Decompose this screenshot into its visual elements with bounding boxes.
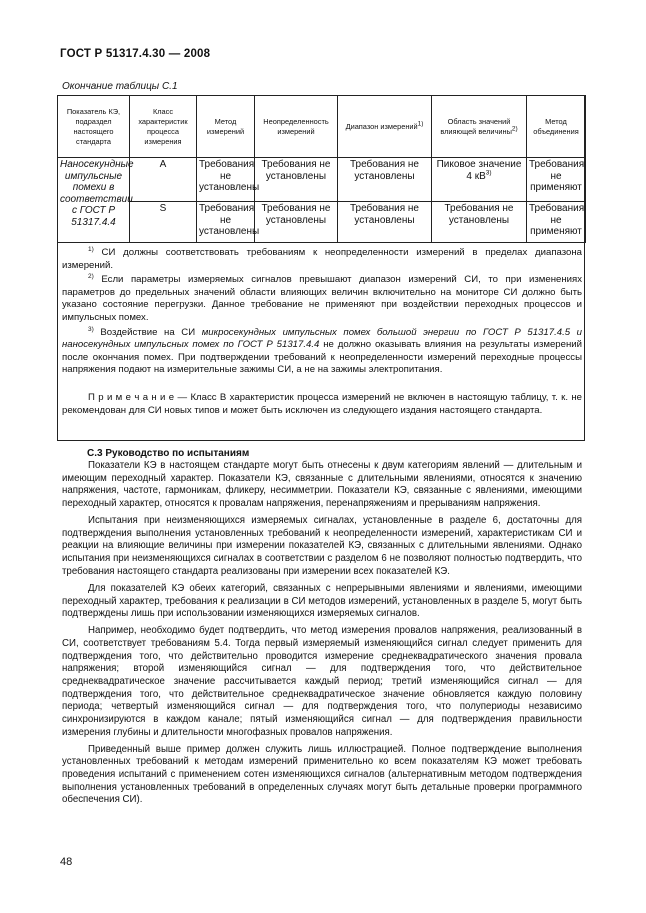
aggregation-cell: Требования не применяют	[527, 202, 586, 243]
column-header: Область значений влияющей величины$^{2)}$	[432, 96, 527, 158]
class-cell: A	[130, 158, 197, 202]
document-header: ГОСТ Р 51317.4.30 — 2008	[60, 48, 211, 60]
column-header: Неопределенность измерений	[255, 96, 338, 158]
table-notes	[62, 247, 582, 419]
table-row	[58, 202, 586, 243]
footnote-1: $^{1)}$ СИ должны соответствовать требованиям к неопределенности измерений в пределах диапазона измерений.	[62, 245, 582, 271]
range-cell: Требования не установлены	[338, 202, 432, 243]
uncertainty-cell: Требования не установлены	[255, 202, 338, 243]
section-title: С.3 Руководство по испытаниям	[87, 448, 250, 459]
table-caption: Окончание таблицы С.1	[62, 81, 178, 92]
influence-cell: Требования не установлены	[432, 202, 527, 243]
paragraph: Испытания при неизменяющихся измеряемых сигналах, установленные в разделе 6, достаточны для подтверждения выполнения установленных требований к неопределенности измерений, характеристикам СИ и реакции на влияющие величины при измерении показателей КЭ, связанных с длительными явлениями. Однако испытания при неизменяющихся сигналах в соответствии с разделом 6 не позволяют полностью подтвердить, что требования настоящего стандарта реализованы при измерении всех показателей КЭ.	[62, 515, 582, 577]
footnote-3: $^{3)}$ Воздействие на СИ микросекундных импульсных помех большой энергии по ГОСТ Р 51317.4.5 и наносекундных импульсных помех по ГОСТ Р 51317.4.4 не должно оказывать влияния на результаты измерений после окончания помех. При подтверждении требований к неопределенности измерений переходные процессы напряжения подают на измерительные зажимы СИ, а не на зажимы электропитания.	[62, 325, 582, 376]
column-header: Метод объединения	[527, 96, 586, 158]
paragraph: Для показателей КЭ обеих категорий, связанных с непрерывными явлениями и явлениями, имеющими переходный характер, требования к реализации в СИ методов измерений, установленных в разделе 5, могут быть подтверждены лишь при использовании изменяющихся измеряемых сигналов.	[62, 582, 582, 620]
paragraph: Приведенный выше пример должен служить лишь иллюстрацией. Полное подтверждение выполнения установленных требований к методам измерений применительно ко всем показателям КЭ может требовать проведения испытаний с применением сотен изменяющихся сигналов (альтернативным методом подтверждения выполнения установленных требований в определенных случаях могут быть детальные проверки программного обеспечения СИ).	[62, 743, 582, 806]
class-cell: S	[130, 202, 197, 243]
range-cell: Требования не установлены	[338, 158, 432, 202]
indicator-cell: Наносекундные импульсные помехи в соответствии с ГОСТ Р 51317.4.4	[58, 158, 130, 243]
uncertainty-cell: Требования не установлены	[255, 158, 338, 202]
paragraph: Например, необходимо будет подтвердить, что метод измерения провалов напряжения, реализованный в СИ, соответствует требованиям 5.4. Тогда первый измеряемый изменяющийся сигнал следует применить для подтверждения того, что действительно проводится измерение среднеквадратического значения провала напряжения; второй изменяющийся сигнал — для подтверждения того, что действительное среднеквадратическое значение рассчитывается каждый период; третий изменяющийся сигнал — для подтверждения того, что действительное среднеквадратическое значение обновляется каждую половину периода; четвертый изменяющийся сигнал — для подтверждения того, что полупериоды независимо синхронизируются в каждом канале; пятый изменяющийся сигнал — для подтверждения правильности измерения глубины и длительности многофазных провалов напряжения.	[62, 625, 582, 738]
method-cell: Требования не установлены	[197, 158, 255, 202]
column-header: Класс характеристик процесса измерения	[130, 96, 197, 158]
influence-cell: Пиковое значение 4 $кВ^{3)}$	[432, 158, 527, 202]
paragraph: Показатели КЭ в настоящем стандарте могут быть отнесены к двум категориям явлений — длительным и имеющим переходный характер. Показатели КЭ, связанные с длительными явлениями, относятся к значению напряжения, частоте, гармоникам, фликеру, несимметрии. Показатели КЭ, связанные с явлениями, имеющими переходный характер, относятся к провалам напряжения, перенапряжениям и прерываниям напряжения.	[62, 460, 582, 509]
requirements-table	[57, 95, 586, 243]
method-cell: Требования не установлены	[197, 202, 255, 243]
aggregation-cell: Требования не применяют	[527, 158, 586, 202]
footnote-2: $^{2)}$ Если параметры измеряемых сигналов превышают диапазон измерений СИ, то при изменениях параметров до предельных значений области влияющих величин включительно на мониторе СИ должно быть указано состояние перегрузки. Данное требование не применяют при воздействии переходных процессов и импульсных помех.	[62, 273, 582, 323]
table-row	[58, 158, 586, 202]
column-header: Показатель КЭ, подраздел настоящего стандарта	[58, 96, 130, 158]
table-header-row	[58, 96, 586, 158]
column-header: Диапазон измерений$^{1)}$	[338, 96, 432, 158]
section-body	[62, 460, 582, 812]
table-remark: П р и м е ч а н и е — Класс В характеристик процесса измерений не включен в настоящую таблицу, т. к. не рекомендован для СИ новых типов и может быть исключен из следующего издания настоящего стандарта.	[62, 391, 582, 416]
page-number: 48	[60, 856, 73, 868]
column-header: Метод измерений	[197, 96, 255, 158]
